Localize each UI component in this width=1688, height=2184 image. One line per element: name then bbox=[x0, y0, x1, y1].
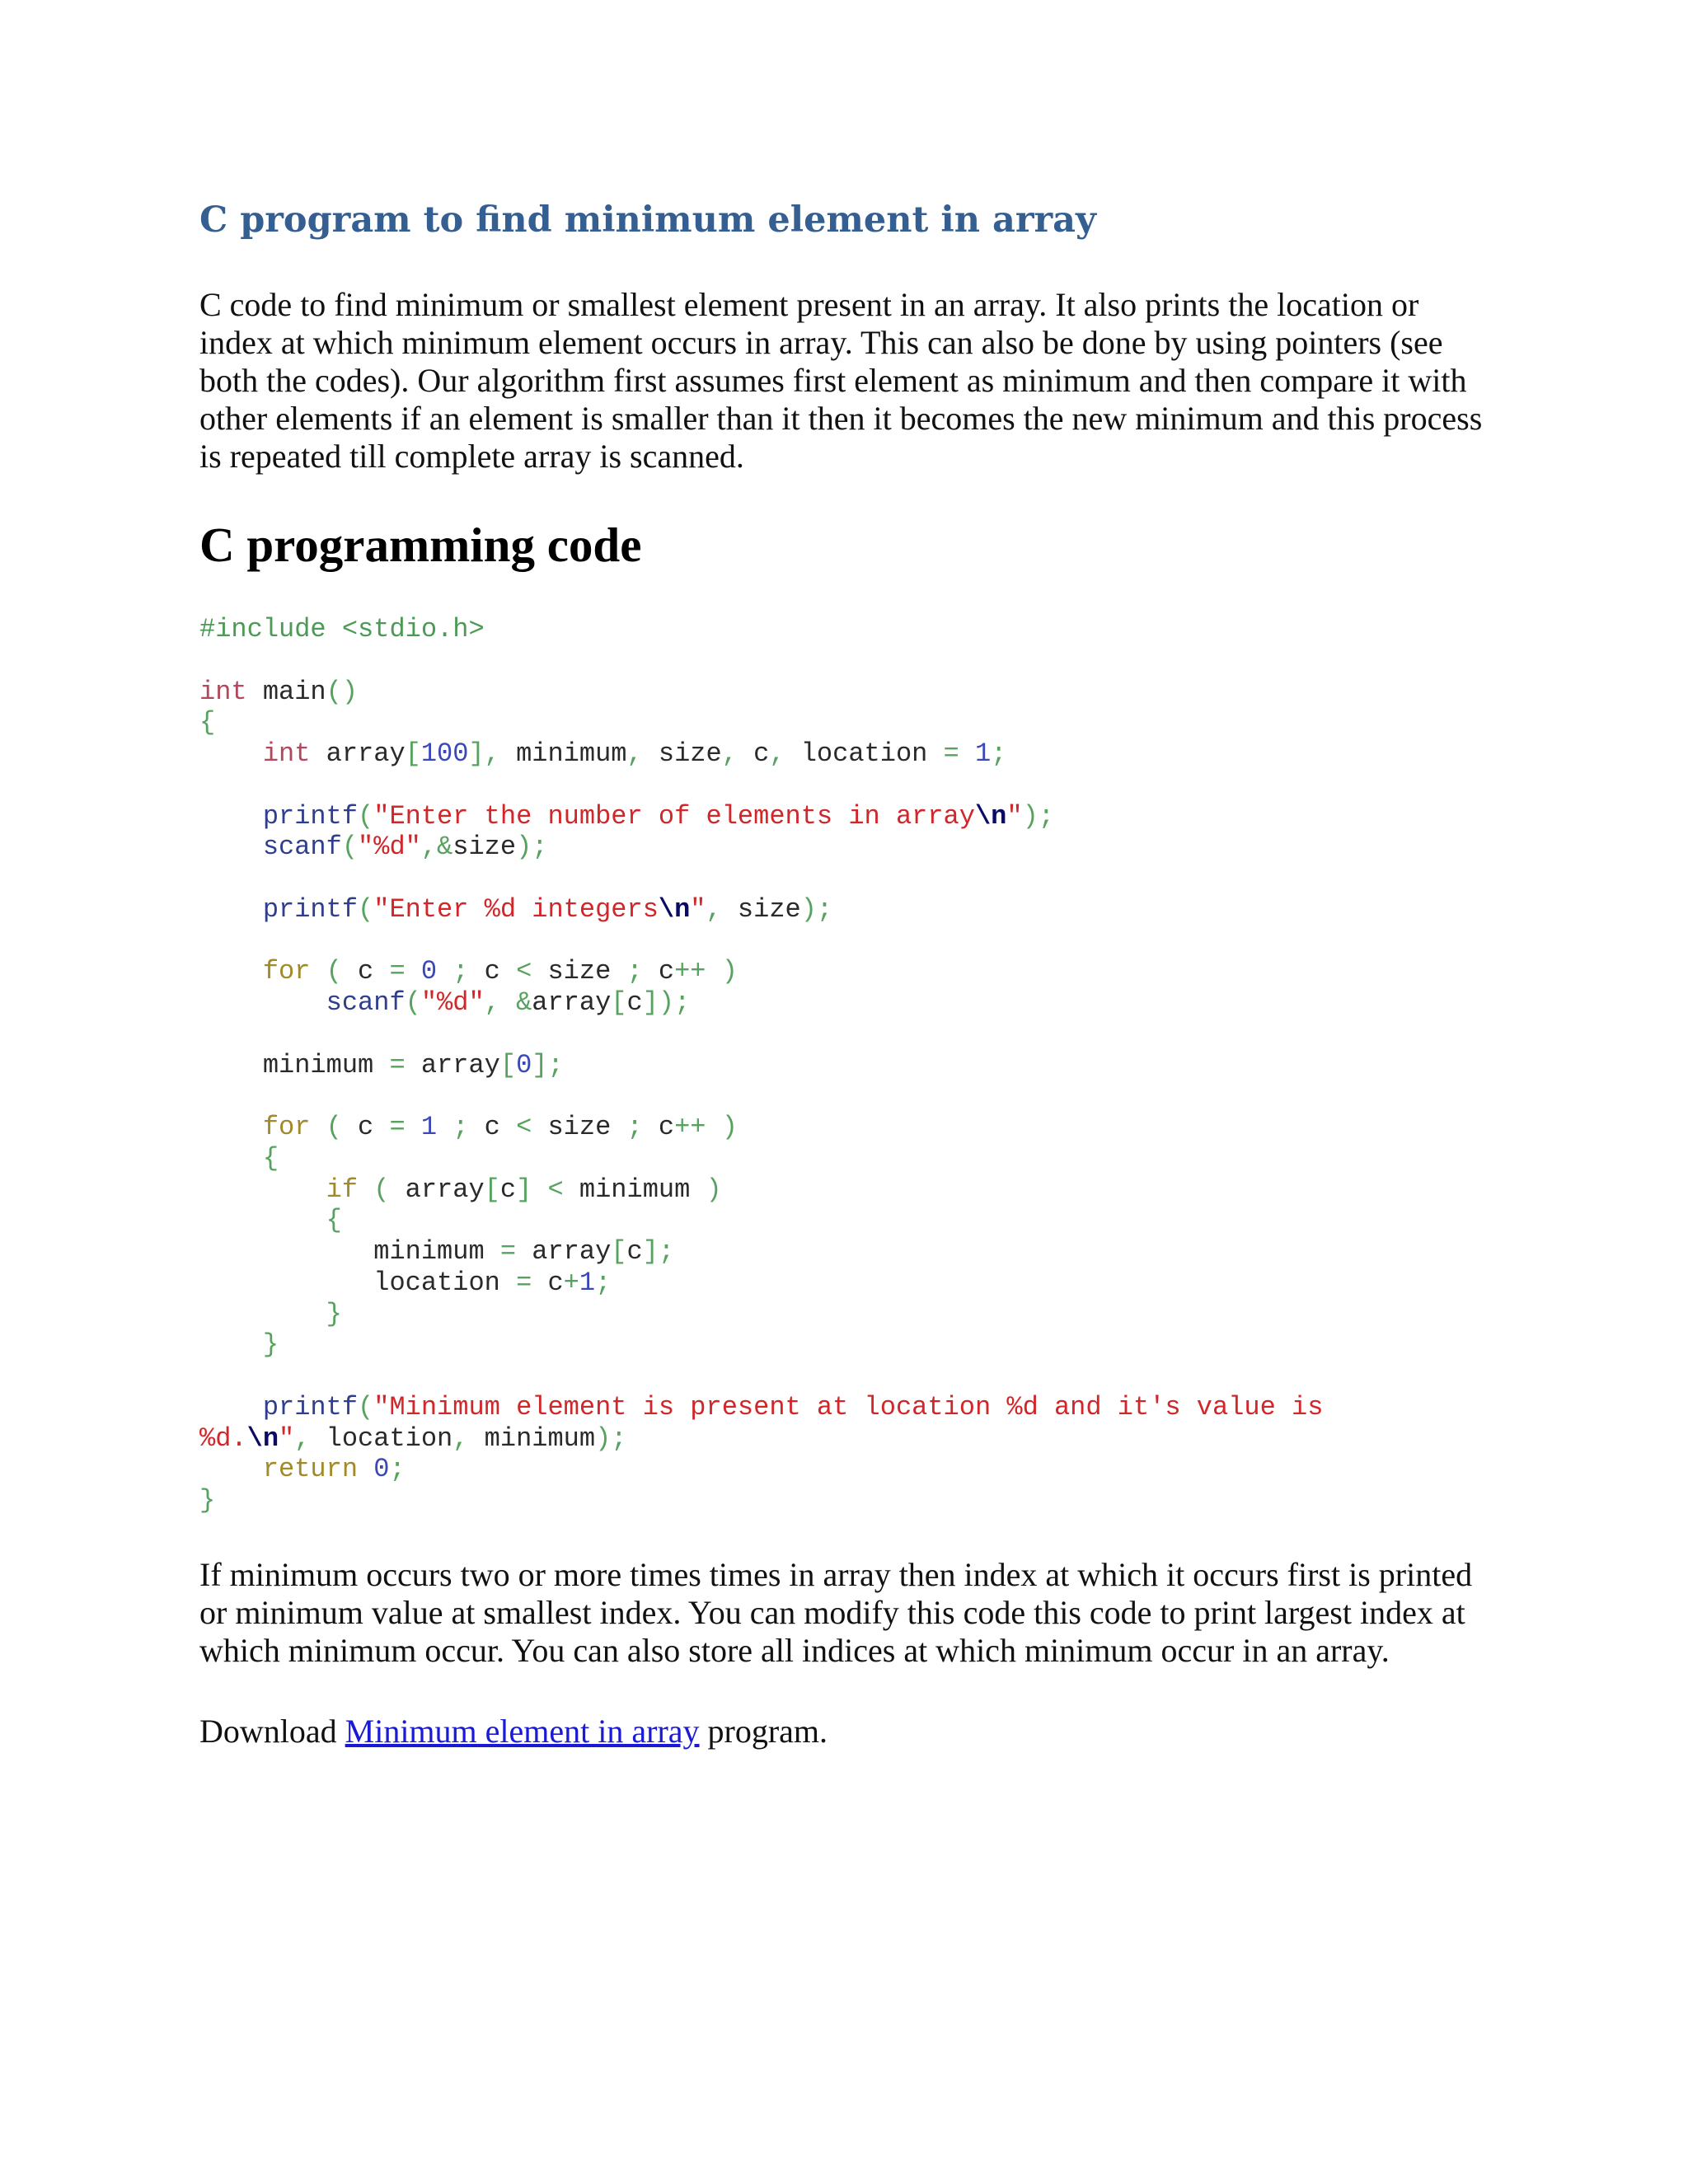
outro-line: which minimum occur. You can also store all indices at which minimum occur in an array. bbox=[199, 1632, 1390, 1669]
code-line-27: %d.\n", location, minimum); bbox=[199, 1422, 627, 1454]
code-line-20: { bbox=[326, 1205, 342, 1236]
intro-line: both the codes). Our algorithm first assumes first element as minimum and then compare it with bbox=[199, 362, 1467, 399]
download-prefix: Download bbox=[199, 1713, 337, 1750]
download-link[interactable]: Minimum element in array bbox=[345, 1713, 700, 1750]
code-line-23: } bbox=[326, 1298, 342, 1329]
code-line-16 bbox=[199, 1080, 1323, 1112]
intro-line: other elements if an element is smaller than it then it becomes the new minimum and this process bbox=[199, 400, 1483, 437]
page-title: C program to find minimum element in array bbox=[199, 199, 1096, 241]
code-line-5: int array[100], minimum, size, c, location = 1; bbox=[262, 738, 1007, 769]
code-line-1: #include <stdio.h> bbox=[199, 614, 485, 644]
code-line-13: scanf("%d", &array[c]); bbox=[326, 987, 691, 1018]
download-line bbox=[199, 1713, 828, 1750]
code-line-9 bbox=[199, 863, 1323, 894]
code-line-7: printf("Enter the number of elements in array\n"); bbox=[262, 800, 1054, 832]
code-line-14 bbox=[199, 1019, 1323, 1050]
code-line-17: for ( c = 1 ; c < size ; c++ ) bbox=[262, 1112, 738, 1142]
outro-line: or minimum value at smallest index. You can modify this code this code to print largest index at bbox=[199, 1594, 1465, 1631]
intro-line: is repeated till complete array is scanned. bbox=[199, 438, 744, 475]
code-line-22: location = c+1; bbox=[199, 1267, 612, 1298]
code-line-3: int main() bbox=[199, 676, 359, 707]
download-suffix: program. bbox=[707, 1713, 828, 1750]
code-line-6 bbox=[199, 770, 1323, 801]
code-line-29: } bbox=[199, 1485, 216, 1516]
code-line-10: printf("Enter %d integers\n", size); bbox=[262, 893, 833, 925]
code-line-2 bbox=[199, 645, 1323, 677]
outro-line: If minimum occurs two or more times times in array then index at which it occurs first is printed bbox=[199, 1556, 1473, 1593]
code-line-25 bbox=[199, 1361, 1323, 1392]
code-line-28: return 0; bbox=[262, 1454, 406, 1485]
code-line-4: { bbox=[199, 707, 216, 738]
code-line-21: minimum = array[c]; bbox=[199, 1236, 675, 1267]
outro-paragraph bbox=[199, 1556, 1502, 1670]
intro-line: index at which minimum element occurs in array. This can also be done by using pointers (see bbox=[199, 324, 1443, 361]
code-line-8: scanf("%d",&size); bbox=[262, 832, 548, 863]
code-line-19: if ( array[c] < minimum ) bbox=[326, 1174, 722, 1205]
intro-line: C code to find minimum or smallest element present in an array. It also prints the location or bbox=[199, 286, 1419, 323]
code-line-24: } bbox=[262, 1329, 279, 1361]
code-line-18: { bbox=[262, 1142, 279, 1174]
intro-paragraph bbox=[199, 286, 1502, 476]
section-heading: C programming code bbox=[199, 518, 642, 572]
code-line-11 bbox=[199, 926, 1323, 957]
code-line-15: minimum = array[0]; bbox=[199, 1049, 564, 1080]
code-block bbox=[199, 614, 1323, 1516]
code-line-12: for ( c = 0 ; c < size ; c++ ) bbox=[262, 956, 738, 987]
code-line-26: printf("Minimum element is present at location %d and it's value is bbox=[262, 1391, 1324, 1422]
